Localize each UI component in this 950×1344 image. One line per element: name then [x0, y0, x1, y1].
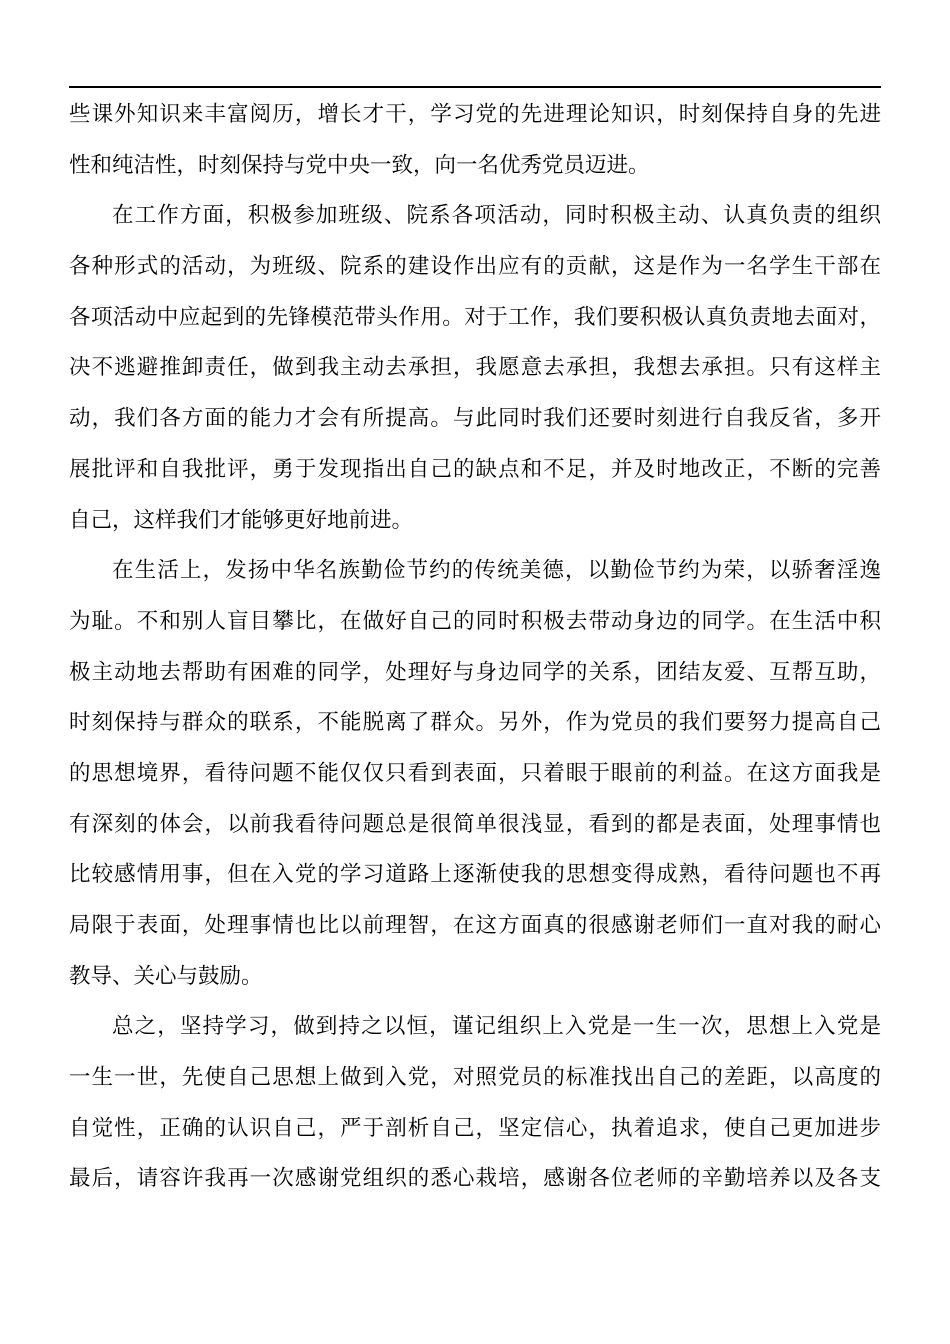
text-line: 极主动地去帮助有困难的同学，处理好与身边同学的关系，团结友爱、互帮互助，: [69, 659, 881, 685]
document-body: [69, 90, 881, 1205]
text-line: 一生一世，先使自己思想上做到入党，对照党员的标准找出自己的差距，以高度的: [69, 1065, 881, 1091]
text-line: 时刻保持与群众的联系，不能脱离了群众。另外，作为党员的我们要努力提高自己: [69, 710, 881, 736]
text-line: 各种形式的活动，为班级、院系的建设作出应有的贡献，这是作为一名学生干部在: [69, 254, 881, 280]
text-line: 最后，请容许我再一次感谢党组织的悉心栽培，感谢各位老师的辛勤培养以及各支: [69, 1166, 881, 1192]
header-rule: [69, 86, 881, 88]
text-line: 比较感情用事，但在入党的学习道路上逐渐使我的思想变得成熟，看待问题也不再: [69, 862, 881, 888]
text-line: 些课外知识来丰富阅历，增长才干，学习党的先进理论知识，时刻保持自身的先进: [69, 102, 881, 127]
text-line: 性和纯洁性，时刻保持与党中央一致，向一名优秀党员迈进。: [69, 152, 650, 178]
text-line: 的思想境界，看待问题不能仅仅只看到表面，只着眼于眼前的利益。在这方面我是: [69, 760, 881, 786]
text-line: 决不逃避推卸责任，做到我主动去承担，我愿意去承担，我想去承担。只有这样主: [69, 355, 881, 381]
text-line: 有深刻的体会，以前我看待问题总是很简单很浅显，看到的都是表面，处理事情也: [69, 811, 881, 837]
text-line: 动，我们各方面的能力才会有所提高。与此同时我们还要时刻进行自我反省，多开: [69, 406, 881, 432]
text-line: 自觉性，正确的认识自己，严于剖析自己，坚定信心，执着追求，使自己更加进步: [69, 1115, 881, 1141]
text-line: 在生活上，发扬中华名族勤俭节约的传统美德，以勤俭节约为荣，以骄奢淫逸: [112, 558, 881, 584]
text-line: 自己，这样我们才能够更好地前进。: [69, 507, 414, 533]
text-line: 在工作方面，积极参加班级、院系各项活动，同时积极主动、认真负责的组织: [112, 203, 881, 229]
text-line: 各项活动中应起到的先锋模范带头作用。对于工作，我们要积极认真负责地去面对，: [69, 304, 881, 330]
text-line: 局限于表面，处理事情也比以前理智，在这方面真的很感谢老师们一直对我的耐心: [69, 913, 881, 938]
text-line: 展批评和自我批评，勇于发现指出自己的缺点和不足，并及时地改正，不断的完善: [69, 456, 881, 482]
text-line: 总之，坚持学习，做到持之以恒，谨记组织上入党是一生一次，思想上入党是: [112, 1014, 881, 1040]
text-line: 教导、关心与鼓励。: [69, 963, 263, 989]
text-line: 为耻。不和别人盲目攀比，在做好自己的同时积极去带动身边的同学。在生活中积: [69, 608, 881, 634]
